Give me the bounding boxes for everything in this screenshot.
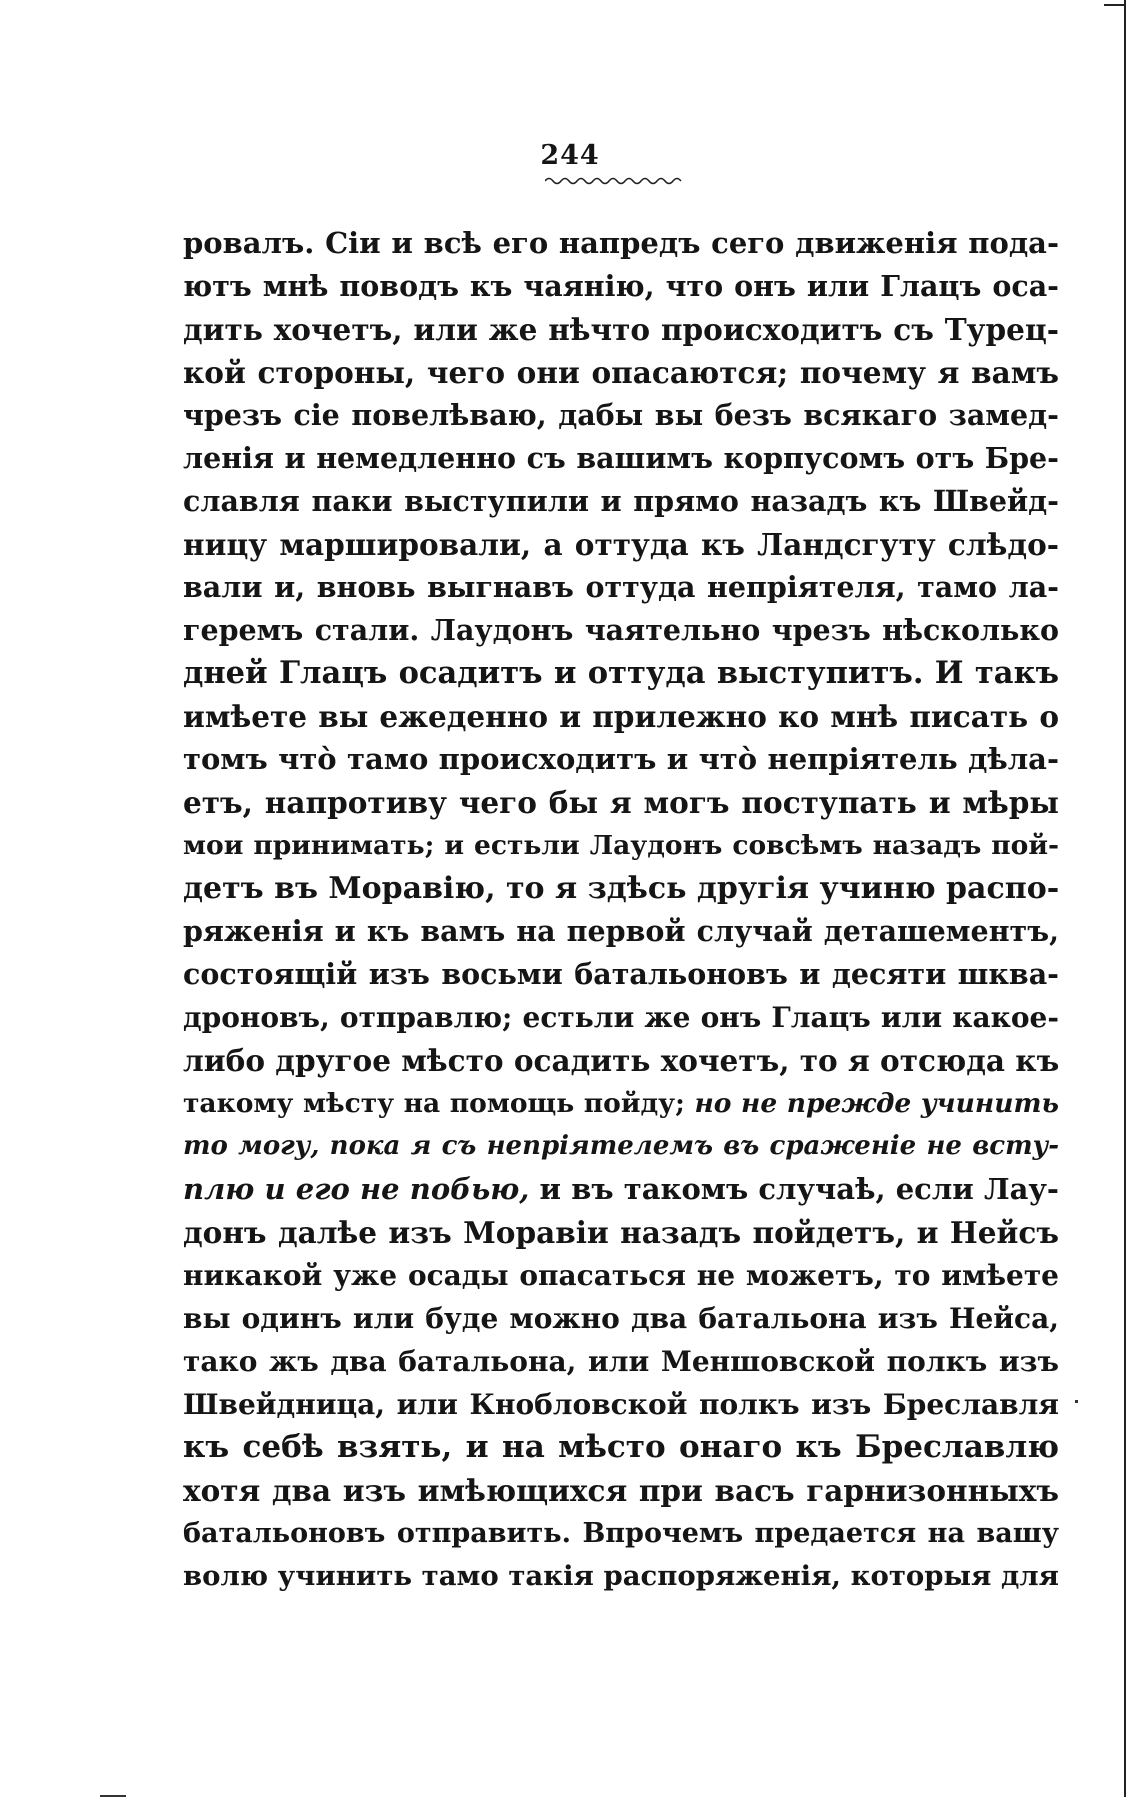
text-line: вы одинъ или буде можно два батальона изъ Нейса, — [183, 1302, 1059, 1335]
text-line: дить хочетъ, или же нѣчто происходитъ съ Турец- — [183, 312, 1059, 347]
text-line: батальоновъ отправить. Впрочемъ предается на вашу — [183, 1518, 1059, 1549]
text-line: дроновъ, отправлю; естьли же онъ Глацъ или какое- — [183, 1001, 1059, 1034]
text-line: детъ въ Моравію, то я здѣсь другія учиню распо- — [183, 871, 1059, 906]
text-line: кой стороны, чего они опасаются; почему я вамъ — [183, 355, 1059, 390]
text-italic-segment: плю и его не побью, — [183, 1172, 530, 1206]
text-roman-segment: такому мѣсту на помощь пойду; — [183, 1088, 695, 1119]
text-line: имѣете вы ежеденно и прилежно ко мнѣ писать о — [183, 699, 1059, 734]
ornament-rule — [545, 175, 685, 187]
text-line: состоящій изъ восьми батальоновъ и десяти шква- — [183, 957, 1059, 991]
page-edge-rule-top — [1104, 4, 1126, 6]
text-line: етъ, напротиву чего бы я могъ поступать и мѣры — [183, 785, 1059, 820]
text-line: геремъ стали. Лаудонъ чаятельно чрезъ нѣсколько — [183, 613, 1059, 647]
text-line: либо другое мѣсто осадить хочетъ, то я отсюда къ — [183, 1043, 1059, 1078]
text-line: никакой уже осады опасаться не можетъ, то имѣете — [183, 1259, 1059, 1292]
text-line-italic: то могу, пока я съ непріятелемъ въ сраженіе не всту- — [183, 1131, 1059, 1161]
text-line: томъ что̀ тамо происходитъ и что̀ непріятель дѣла- — [183, 742, 1059, 776]
margin-dot-mark — [1075, 1400, 1078, 1403]
text-line: Швейдница, или Кнобловской полкъ изъ Бреславля — [183, 1388, 1059, 1421]
text-line-mixed — [183, 1082, 1059, 1125]
text-line: ленія и немедленно съ вашимъ корпусомъ отъ Бре- — [183, 441, 1059, 475]
text-roman-segment: и въ такомъ случаѣ, если Лау- — [529, 1172, 1059, 1206]
text-line: донъ далѣе изъ Моравіи назадъ пойдетъ, и Нейсъ — [183, 1215, 1059, 1250]
text-line: вали и, вновь выгнавъ оттуда непріятеля, тамо ла- — [183, 570, 1059, 604]
text-line: къ себѣ взять, и на мѣсто онаго къ Бреславлю — [183, 1429, 1059, 1465]
text-line-mixed — [183, 1168, 1059, 1211]
text-line: ницу маршировали, а оттуда къ Ландсгуту слѣдо- — [183, 527, 1059, 562]
text-line: славля паки выступили и прямо назадъ къ Швейд- — [183, 484, 1059, 518]
text-line: волю учинить тамо такія распоряженія, которыя для — [183, 1560, 1059, 1592]
text-line: мои принимать; и естьли Лаудонъ совсѣмъ назадъ пой- — [183, 830, 1059, 861]
text-line: ровалъ. Сіи и всѣ его напредъ сего движенія пода- — [183, 226, 1059, 260]
page-number: 244 — [540, 140, 600, 171]
page-edge-rule — [1124, 0, 1126, 1797]
text-line: ряженія и къ вамъ на первой случай деташементъ, — [183, 914, 1059, 948]
text-line: ютъ мнѣ поводъ къ чаянію, что онъ или Глацъ оса- — [183, 269, 1059, 303]
text-line: чрезъ сіе повелѣваю, дабы вы безъ всякаго замед- — [183, 398, 1059, 432]
text-line: хотя два изъ имѣющихся при васъ гарнизонныхъ — [183, 1473, 1059, 1508]
text-italic-segment: но не прежде учинить — [694, 1088, 1059, 1119]
body-text — [183, 222, 1059, 1598]
text-line: тако жъ два батальона, или Меншовской полкъ изъ — [183, 1345, 1059, 1378]
text-line: дней Глацъ осадитъ и оттуда выступитъ. И такъ — [183, 655, 1059, 691]
